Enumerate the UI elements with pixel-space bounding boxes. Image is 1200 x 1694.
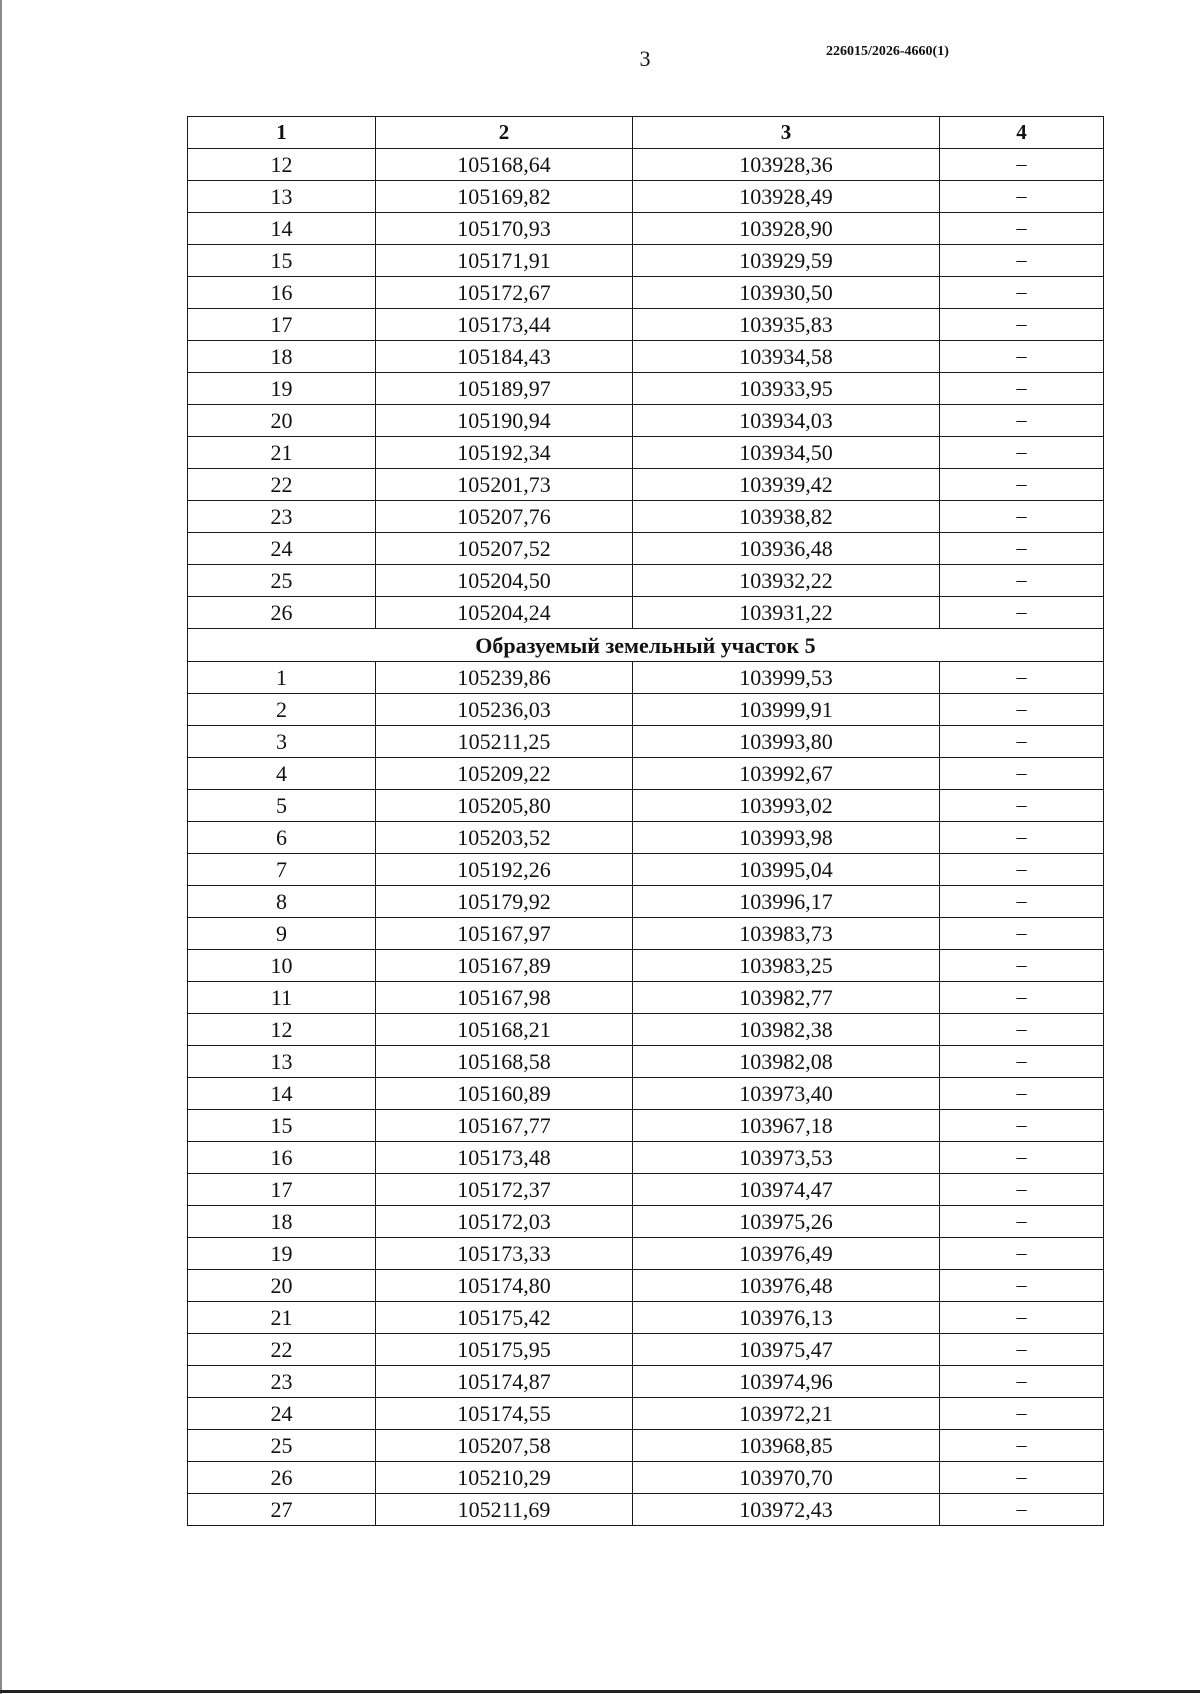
table-row bbox=[188, 790, 1104, 822]
point-number-cell: 26 bbox=[188, 597, 376, 629]
y-coordinate-cell: 103999,91 bbox=[633, 694, 940, 726]
table-row bbox=[188, 918, 1104, 950]
point-number-cell: 9 bbox=[188, 918, 376, 950]
x-coordinate-cell: 105167,77 bbox=[376, 1110, 633, 1142]
table-row bbox=[188, 1046, 1104, 1078]
y-coordinate-cell: 103934,03 bbox=[633, 405, 940, 437]
coordinates-table bbox=[187, 116, 1104, 1526]
column-header: 2 bbox=[376, 117, 633, 149]
point-number-cell: 14 bbox=[188, 1078, 376, 1110]
column-4-cell: – bbox=[940, 726, 1104, 758]
x-coordinate-cell: 105160,89 bbox=[376, 1078, 633, 1110]
point-number-cell: 24 bbox=[188, 533, 376, 565]
y-coordinate-cell: 103938,82 bbox=[633, 501, 940, 533]
table-row bbox=[188, 213, 1104, 245]
point-number-cell: 17 bbox=[188, 309, 376, 341]
point-number-cell: 22 bbox=[188, 469, 376, 501]
point-number-cell: 18 bbox=[188, 1206, 376, 1238]
table-row bbox=[188, 1398, 1104, 1430]
x-coordinate-cell: 105192,26 bbox=[376, 854, 633, 886]
point-number-cell: 1 bbox=[188, 662, 376, 694]
table-row bbox=[188, 245, 1104, 277]
document-reference: 226015/2026-4660(1) bbox=[826, 44, 949, 59]
point-number-cell: 20 bbox=[188, 1270, 376, 1302]
column-4-cell: – bbox=[940, 309, 1104, 341]
column-4-cell: – bbox=[940, 1366, 1104, 1398]
column-4-cell: – bbox=[940, 437, 1104, 469]
point-number-cell: 20 bbox=[188, 405, 376, 437]
y-coordinate-cell: 103935,83 bbox=[633, 309, 940, 341]
point-number-cell: 11 bbox=[188, 982, 376, 1014]
x-coordinate-cell: 105167,98 bbox=[376, 982, 633, 1014]
point-number-cell: 21 bbox=[188, 1302, 376, 1334]
y-coordinate-cell: 103976,49 bbox=[633, 1238, 940, 1270]
column-4-cell: – bbox=[940, 1110, 1104, 1142]
column-header: 4 bbox=[940, 117, 1104, 149]
column-4-cell: – bbox=[940, 597, 1104, 629]
y-coordinate-cell: 103976,48 bbox=[633, 1270, 940, 1302]
x-coordinate-cell: 105173,33 bbox=[376, 1238, 633, 1270]
column-4-cell: – bbox=[940, 373, 1104, 405]
x-coordinate-cell: 105239,86 bbox=[376, 662, 633, 694]
point-number-cell: 13 bbox=[188, 181, 376, 213]
y-coordinate-cell: 103983,73 bbox=[633, 918, 940, 950]
column-4-cell: – bbox=[940, 1270, 1104, 1302]
column-4-cell: – bbox=[940, 1302, 1104, 1334]
x-coordinate-cell: 105175,95 bbox=[376, 1334, 633, 1366]
column-4-cell: – bbox=[940, 501, 1104, 533]
table-row bbox=[188, 662, 1104, 694]
column-4-cell: – bbox=[940, 1142, 1104, 1174]
section-block bbox=[188, 629, 1104, 662]
y-coordinate-cell: 103970,70 bbox=[633, 1462, 940, 1494]
y-coordinate-cell: 103934,50 bbox=[633, 437, 940, 469]
x-coordinate-cell: 105205,80 bbox=[376, 790, 633, 822]
y-coordinate-cell: 103974,47 bbox=[633, 1174, 940, 1206]
point-number-cell: 12 bbox=[188, 1014, 376, 1046]
point-number-cell: 15 bbox=[188, 1110, 376, 1142]
table-row bbox=[188, 822, 1104, 854]
column-4-cell: – bbox=[940, 854, 1104, 886]
y-coordinate-cell: 103928,90 bbox=[633, 213, 940, 245]
x-coordinate-cell: 105192,34 bbox=[376, 437, 633, 469]
column-4-cell: – bbox=[940, 1046, 1104, 1078]
column-4-cell: – bbox=[940, 533, 1104, 565]
table-row bbox=[188, 1334, 1104, 1366]
table-row bbox=[188, 1494, 1104, 1526]
table-body-block-1 bbox=[188, 149, 1104, 629]
column-4-cell: – bbox=[940, 694, 1104, 726]
point-number-cell: 14 bbox=[188, 213, 376, 245]
column-4-cell: – bbox=[940, 758, 1104, 790]
y-coordinate-cell: 103933,95 bbox=[633, 373, 940, 405]
table-row bbox=[188, 982, 1104, 1014]
point-number-cell: 3 bbox=[188, 726, 376, 758]
column-4-cell: – bbox=[940, 1462, 1104, 1494]
y-coordinate-cell: 103975,47 bbox=[633, 1334, 940, 1366]
y-coordinate-cell: 103932,22 bbox=[633, 565, 940, 597]
y-coordinate-cell: 103993,98 bbox=[633, 822, 940, 854]
y-coordinate-cell: 103929,59 bbox=[633, 245, 940, 277]
point-number-cell: 19 bbox=[188, 1238, 376, 1270]
y-coordinate-cell: 103999,53 bbox=[633, 662, 940, 694]
x-coordinate-cell: 105171,91 bbox=[376, 245, 633, 277]
x-coordinate-cell: 105201,73 bbox=[376, 469, 633, 501]
table-row bbox=[188, 181, 1104, 213]
x-coordinate-cell: 105189,97 bbox=[376, 373, 633, 405]
column-4-cell: – bbox=[940, 1174, 1104, 1206]
x-coordinate-cell: 105175,42 bbox=[376, 1302, 633, 1334]
y-coordinate-cell: 103931,22 bbox=[633, 597, 940, 629]
point-number-cell: 19 bbox=[188, 373, 376, 405]
x-coordinate-cell: 105172,67 bbox=[376, 277, 633, 309]
table-row bbox=[188, 1462, 1104, 1494]
column-4-cell: – bbox=[940, 662, 1104, 694]
x-coordinate-cell: 105174,55 bbox=[376, 1398, 633, 1430]
x-coordinate-cell: 105169,82 bbox=[376, 181, 633, 213]
point-number-cell: 26 bbox=[188, 1462, 376, 1494]
y-coordinate-cell: 103976,13 bbox=[633, 1302, 940, 1334]
point-number-cell: 7 bbox=[188, 854, 376, 886]
y-coordinate-cell: 103928,36 bbox=[633, 149, 940, 181]
y-coordinate-cell: 103993,02 bbox=[633, 790, 940, 822]
y-coordinate-cell: 103939,42 bbox=[633, 469, 940, 501]
column-4-cell: – bbox=[940, 1430, 1104, 1462]
table-row bbox=[188, 1206, 1104, 1238]
point-number-cell: 16 bbox=[188, 277, 376, 309]
table-row bbox=[188, 1238, 1104, 1270]
table-row bbox=[188, 758, 1104, 790]
table-row bbox=[188, 1430, 1104, 1462]
x-coordinate-cell: 105173,44 bbox=[376, 309, 633, 341]
point-number-cell: 15 bbox=[188, 245, 376, 277]
y-coordinate-cell: 103928,49 bbox=[633, 181, 940, 213]
point-number-cell: 10 bbox=[188, 950, 376, 982]
x-coordinate-cell: 105209,22 bbox=[376, 758, 633, 790]
table-row bbox=[188, 309, 1104, 341]
point-number-cell: 23 bbox=[188, 1366, 376, 1398]
point-number-cell: 8 bbox=[188, 886, 376, 918]
table-row bbox=[188, 277, 1104, 309]
column-4-cell: – bbox=[940, 1398, 1104, 1430]
point-number-cell: 6 bbox=[188, 822, 376, 854]
header-row bbox=[188, 117, 1104, 149]
x-coordinate-cell: 105207,58 bbox=[376, 1430, 633, 1462]
point-number-cell: 27 bbox=[188, 1494, 376, 1526]
x-coordinate-cell: 105167,89 bbox=[376, 950, 633, 982]
y-coordinate-cell: 103967,18 bbox=[633, 1110, 940, 1142]
column-4-cell: – bbox=[940, 886, 1104, 918]
x-coordinate-cell: 105204,50 bbox=[376, 565, 633, 597]
column-4-cell: – bbox=[940, 565, 1104, 597]
x-coordinate-cell: 105210,29 bbox=[376, 1462, 633, 1494]
section-title: Образуемый земельный участок 5 bbox=[188, 629, 1104, 662]
point-number-cell: 18 bbox=[188, 341, 376, 373]
table-row bbox=[188, 405, 1104, 437]
table-row bbox=[188, 341, 1104, 373]
x-coordinate-cell: 105174,87 bbox=[376, 1366, 633, 1398]
y-coordinate-cell: 103992,67 bbox=[633, 758, 940, 790]
column-4-cell: – bbox=[940, 1206, 1104, 1238]
table-row bbox=[188, 597, 1104, 629]
table-row bbox=[188, 694, 1104, 726]
y-coordinate-cell: 103973,40 bbox=[633, 1078, 940, 1110]
x-coordinate-cell: 105184,43 bbox=[376, 341, 633, 373]
x-coordinate-cell: 105172,03 bbox=[376, 1206, 633, 1238]
table-row bbox=[188, 1110, 1104, 1142]
table-row bbox=[188, 1142, 1104, 1174]
table-row bbox=[188, 373, 1104, 405]
y-coordinate-cell: 103973,53 bbox=[633, 1142, 940, 1174]
table-row bbox=[188, 437, 1104, 469]
column-4-cell: – bbox=[940, 405, 1104, 437]
column-4-cell: – bbox=[940, 1014, 1104, 1046]
point-number-cell: 25 bbox=[188, 1430, 376, 1462]
column-4-cell: – bbox=[940, 950, 1104, 982]
column-4-cell: – bbox=[940, 1494, 1104, 1526]
point-number-cell: 4 bbox=[188, 758, 376, 790]
y-coordinate-cell: 103934,58 bbox=[633, 341, 940, 373]
x-coordinate-cell: 105190,94 bbox=[376, 405, 633, 437]
table-row bbox=[188, 1078, 1104, 1110]
x-coordinate-cell: 105179,92 bbox=[376, 886, 633, 918]
table-row bbox=[188, 950, 1104, 982]
point-number-cell: 16 bbox=[188, 1142, 376, 1174]
section-row bbox=[188, 629, 1104, 662]
x-coordinate-cell: 105203,52 bbox=[376, 822, 633, 854]
x-coordinate-cell: 105211,25 bbox=[376, 726, 633, 758]
y-coordinate-cell: 103972,21 bbox=[633, 1398, 940, 1430]
column-4-cell: – bbox=[940, 822, 1104, 854]
x-coordinate-cell: 105207,52 bbox=[376, 533, 633, 565]
x-coordinate-cell: 105172,37 bbox=[376, 1174, 633, 1206]
page-number: 3 bbox=[639, 46, 651, 71]
table-row bbox=[188, 469, 1104, 501]
point-number-cell: 25 bbox=[188, 565, 376, 597]
y-coordinate-cell: 103996,17 bbox=[633, 886, 940, 918]
table-row bbox=[188, 1174, 1104, 1206]
x-coordinate-cell: 105204,24 bbox=[376, 597, 633, 629]
column-header: 3 bbox=[633, 117, 940, 149]
point-number-cell: 12 bbox=[188, 149, 376, 181]
table-body-block-2 bbox=[188, 662, 1104, 1526]
table-header bbox=[188, 117, 1104, 149]
column-header: 1 bbox=[188, 117, 376, 149]
point-number-cell: 2 bbox=[188, 694, 376, 726]
column-4-cell: – bbox=[940, 277, 1104, 309]
table-row bbox=[188, 565, 1104, 597]
y-coordinate-cell: 103972,43 bbox=[633, 1494, 940, 1526]
column-4-cell: – bbox=[940, 982, 1104, 1014]
x-coordinate-cell: 105236,03 bbox=[376, 694, 633, 726]
y-coordinate-cell: 103982,77 bbox=[633, 982, 940, 1014]
column-4-cell: – bbox=[940, 341, 1104, 373]
x-coordinate-cell: 105207,76 bbox=[376, 501, 633, 533]
column-4-cell: – bbox=[940, 918, 1104, 950]
y-coordinate-cell: 103982,08 bbox=[633, 1046, 940, 1078]
x-coordinate-cell: 105174,80 bbox=[376, 1270, 633, 1302]
y-coordinate-cell: 103930,50 bbox=[633, 277, 940, 309]
y-coordinate-cell: 103974,96 bbox=[633, 1366, 940, 1398]
y-coordinate-cell: 103936,48 bbox=[633, 533, 940, 565]
x-coordinate-cell: 105168,58 bbox=[376, 1046, 633, 1078]
table-row bbox=[188, 501, 1104, 533]
point-number-cell: 17 bbox=[188, 1174, 376, 1206]
y-coordinate-cell: 103983,25 bbox=[633, 950, 940, 982]
column-4-cell: – bbox=[940, 1078, 1104, 1110]
y-coordinate-cell: 103975,26 bbox=[633, 1206, 940, 1238]
column-4-cell: – bbox=[940, 245, 1104, 277]
table-row bbox=[188, 854, 1104, 886]
table-row bbox=[188, 1302, 1104, 1334]
table-row bbox=[188, 149, 1104, 181]
column-4-cell: – bbox=[940, 181, 1104, 213]
x-coordinate-cell: 105170,93 bbox=[376, 213, 633, 245]
point-number-cell: 24 bbox=[188, 1398, 376, 1430]
x-coordinate-cell: 105168,21 bbox=[376, 1014, 633, 1046]
y-coordinate-cell: 103968,85 bbox=[633, 1430, 940, 1462]
table-row bbox=[188, 886, 1104, 918]
point-number-cell: 5 bbox=[188, 790, 376, 822]
point-number-cell: 23 bbox=[188, 501, 376, 533]
table-row bbox=[188, 1014, 1104, 1046]
column-4-cell: – bbox=[940, 790, 1104, 822]
column-4-cell: – bbox=[940, 1238, 1104, 1270]
y-coordinate-cell: 103982,38 bbox=[633, 1014, 940, 1046]
column-4-cell: – bbox=[940, 1334, 1104, 1366]
table-row bbox=[188, 726, 1104, 758]
y-coordinate-cell: 103993,80 bbox=[633, 726, 940, 758]
column-4-cell: – bbox=[940, 149, 1104, 181]
point-number-cell: 22 bbox=[188, 1334, 376, 1366]
x-coordinate-cell: 105211,69 bbox=[376, 1494, 633, 1526]
table-row bbox=[188, 533, 1104, 565]
column-4-cell: – bbox=[940, 469, 1104, 501]
x-coordinate-cell: 105168,64 bbox=[376, 149, 633, 181]
x-coordinate-cell: 105173,48 bbox=[376, 1142, 633, 1174]
scan-bottom-edge bbox=[0, 1690, 1200, 1693]
x-coordinate-cell: 105167,97 bbox=[376, 918, 633, 950]
point-number-cell: 21 bbox=[188, 437, 376, 469]
point-number-cell: 13 bbox=[188, 1046, 376, 1078]
table-row bbox=[188, 1270, 1104, 1302]
table-row bbox=[188, 1366, 1104, 1398]
column-4-cell: – bbox=[940, 213, 1104, 245]
y-coordinate-cell: 103995,04 bbox=[633, 854, 940, 886]
scan-left-edge bbox=[0, 0, 2, 1694]
